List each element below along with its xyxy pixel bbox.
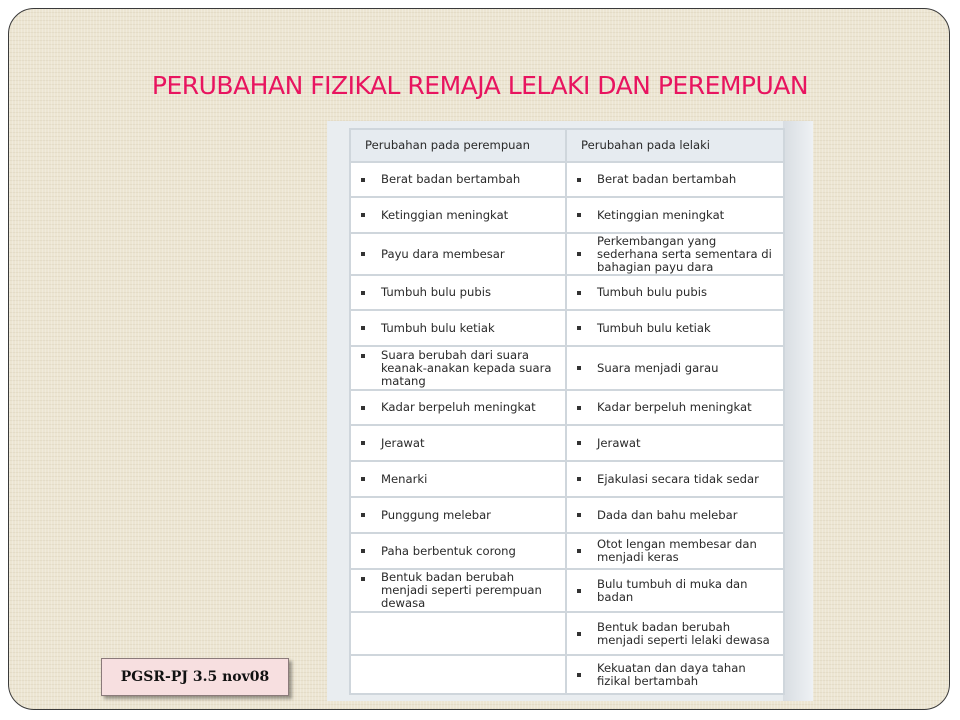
cell-text: Berat badan bertambah bbox=[381, 172, 521, 186]
cell-text: Kadar berpeluh meningkat bbox=[597, 400, 752, 414]
male-cell bbox=[566, 461, 784, 497]
male-cell bbox=[566, 497, 784, 533]
table-image bbox=[327, 121, 813, 701]
table-row bbox=[350, 162, 784, 197]
female-cell bbox=[350, 655, 566, 694]
male-cell bbox=[566, 390, 784, 425]
bullet-icon bbox=[361, 178, 365, 182]
cell-text: Tumbuh bulu pubis bbox=[597, 285, 707, 299]
bullet-icon bbox=[577, 441, 581, 445]
bullet-icon bbox=[361, 477, 365, 481]
table-row bbox=[350, 275, 784, 310]
cell-text: Kekuatan dan daya tahan fizikal bertambah bbox=[597, 660, 746, 688]
female-cell bbox=[350, 233, 566, 275]
bullet-icon bbox=[577, 178, 581, 182]
bullet-icon bbox=[361, 577, 365, 581]
cell-text: Dada dan bahu melebar bbox=[597, 507, 738, 522]
male-cell bbox=[566, 197, 784, 233]
table-row bbox=[350, 569, 784, 612]
table-row bbox=[350, 612, 784, 655]
female-cell bbox=[350, 390, 566, 425]
table-row bbox=[350, 310, 784, 346]
slide-title: PERUBAHAN FIZIKAL REMAJA LELAKI DAN PEREMPUAN bbox=[151, 71, 809, 100]
male-cell bbox=[566, 655, 784, 694]
female-cell bbox=[350, 310, 566, 346]
male-cell bbox=[566, 310, 784, 346]
cell-text: Ketinggian meningkat bbox=[597, 207, 725, 222]
header-male: Perubahan pada lelaki bbox=[566, 129, 784, 162]
bullet-icon bbox=[577, 673, 581, 677]
table-header-row bbox=[350, 129, 784, 162]
table-image-shadow bbox=[783, 121, 813, 701]
bullet-icon bbox=[577, 549, 581, 553]
male-cell bbox=[566, 233, 784, 275]
female-cell bbox=[350, 612, 566, 655]
female-cell bbox=[350, 425, 566, 461]
bullet-icon bbox=[361, 406, 365, 410]
female-cell bbox=[350, 275, 566, 310]
table-row bbox=[350, 497, 784, 533]
bullet-icon bbox=[577, 326, 581, 330]
bullet-icon bbox=[361, 549, 365, 553]
cell-text: Tumbuh bulu ketiak bbox=[597, 320, 711, 335]
table-row bbox=[350, 655, 784, 694]
bullet-icon bbox=[361, 354, 365, 358]
cell-text: Punggung melebar bbox=[381, 507, 491, 522]
male-cell bbox=[566, 533, 784, 569]
cell-text: Ketinggian meningkat bbox=[381, 207, 509, 222]
bullet-icon bbox=[577, 366, 581, 370]
female-cell bbox=[350, 197, 566, 233]
cell-text: Bentuk badan berubah menjadi seperti lelaki dewasa bbox=[597, 619, 770, 647]
female-cell bbox=[350, 569, 566, 612]
male-cell bbox=[566, 346, 784, 390]
bullet-icon bbox=[577, 213, 581, 217]
bullet-icon bbox=[577, 406, 581, 410]
cell-text: Ejakulasi secara tidak sedar bbox=[597, 471, 759, 486]
female-cell bbox=[350, 461, 566, 497]
cell-text: Tumbuh bulu ketiak bbox=[381, 320, 495, 335]
female-cell bbox=[350, 162, 566, 197]
table-row bbox=[350, 233, 784, 275]
male-cell bbox=[566, 425, 784, 461]
bullet-icon bbox=[577, 291, 581, 295]
bullet-icon bbox=[361, 326, 365, 330]
male-cell bbox=[566, 569, 784, 612]
cell-text: Jerawat bbox=[381, 435, 425, 450]
bullet-icon bbox=[577, 632, 581, 636]
male-cell bbox=[566, 162, 784, 197]
slide bbox=[8, 8, 950, 710]
cell-text: Jerawat bbox=[597, 435, 641, 450]
cell-text: Suara berubah dari suara keanak-anakan kepada suara matang bbox=[381, 347, 552, 388]
female-cell bbox=[350, 497, 566, 533]
table-row bbox=[350, 346, 784, 390]
cell-text: Suara menjadi garau bbox=[597, 360, 719, 375]
cell-text: Payu dara membesar bbox=[381, 246, 505, 261]
bullet-icon bbox=[361, 513, 365, 517]
female-cell bbox=[350, 346, 566, 390]
male-cell bbox=[566, 612, 784, 655]
cell-text: Bulu tumbuh di muka dan badan bbox=[597, 576, 748, 604]
bullet-icon bbox=[577, 252, 581, 256]
female-cell bbox=[350, 533, 566, 569]
bullet-icon bbox=[361, 291, 365, 295]
cell-text: Tumbuh bulu pubis bbox=[381, 285, 491, 299]
bullet-icon bbox=[577, 477, 581, 481]
bullet-icon bbox=[361, 213, 365, 217]
table-row bbox=[350, 390, 784, 425]
footer-label: PGSR-PJ 3.5 nov08 bbox=[101, 658, 289, 696]
table-row bbox=[350, 533, 784, 569]
cell-text: Bentuk badan berubah menjadi seperti perempuan dewasa bbox=[381, 570, 542, 610]
header-female: Perubahan pada perempuan bbox=[350, 129, 566, 162]
table-row bbox=[350, 197, 784, 233]
bullet-icon bbox=[361, 441, 365, 445]
cell-text: Berat badan bertambah bbox=[597, 172, 737, 186]
cell-text: Perkembangan yang sederhana serta sementara di bahagian payu dara bbox=[597, 233, 772, 274]
bullet-icon bbox=[577, 513, 581, 517]
cell-text: Paha berbentuk corong bbox=[381, 543, 516, 558]
physical-changes-table bbox=[349, 128, 785, 695]
bullet-icon bbox=[577, 589, 581, 593]
bullet-icon bbox=[361, 252, 365, 256]
table-body bbox=[350, 162, 784, 694]
table-row bbox=[350, 425, 784, 461]
male-cell bbox=[566, 275, 784, 310]
table-row bbox=[350, 461, 784, 497]
cell-text: Menarki bbox=[381, 471, 428, 486]
cell-text: Kadar berpeluh meningkat bbox=[381, 400, 536, 414]
cell-text: Otot lengan membesar dan menjadi keras bbox=[597, 537, 757, 564]
